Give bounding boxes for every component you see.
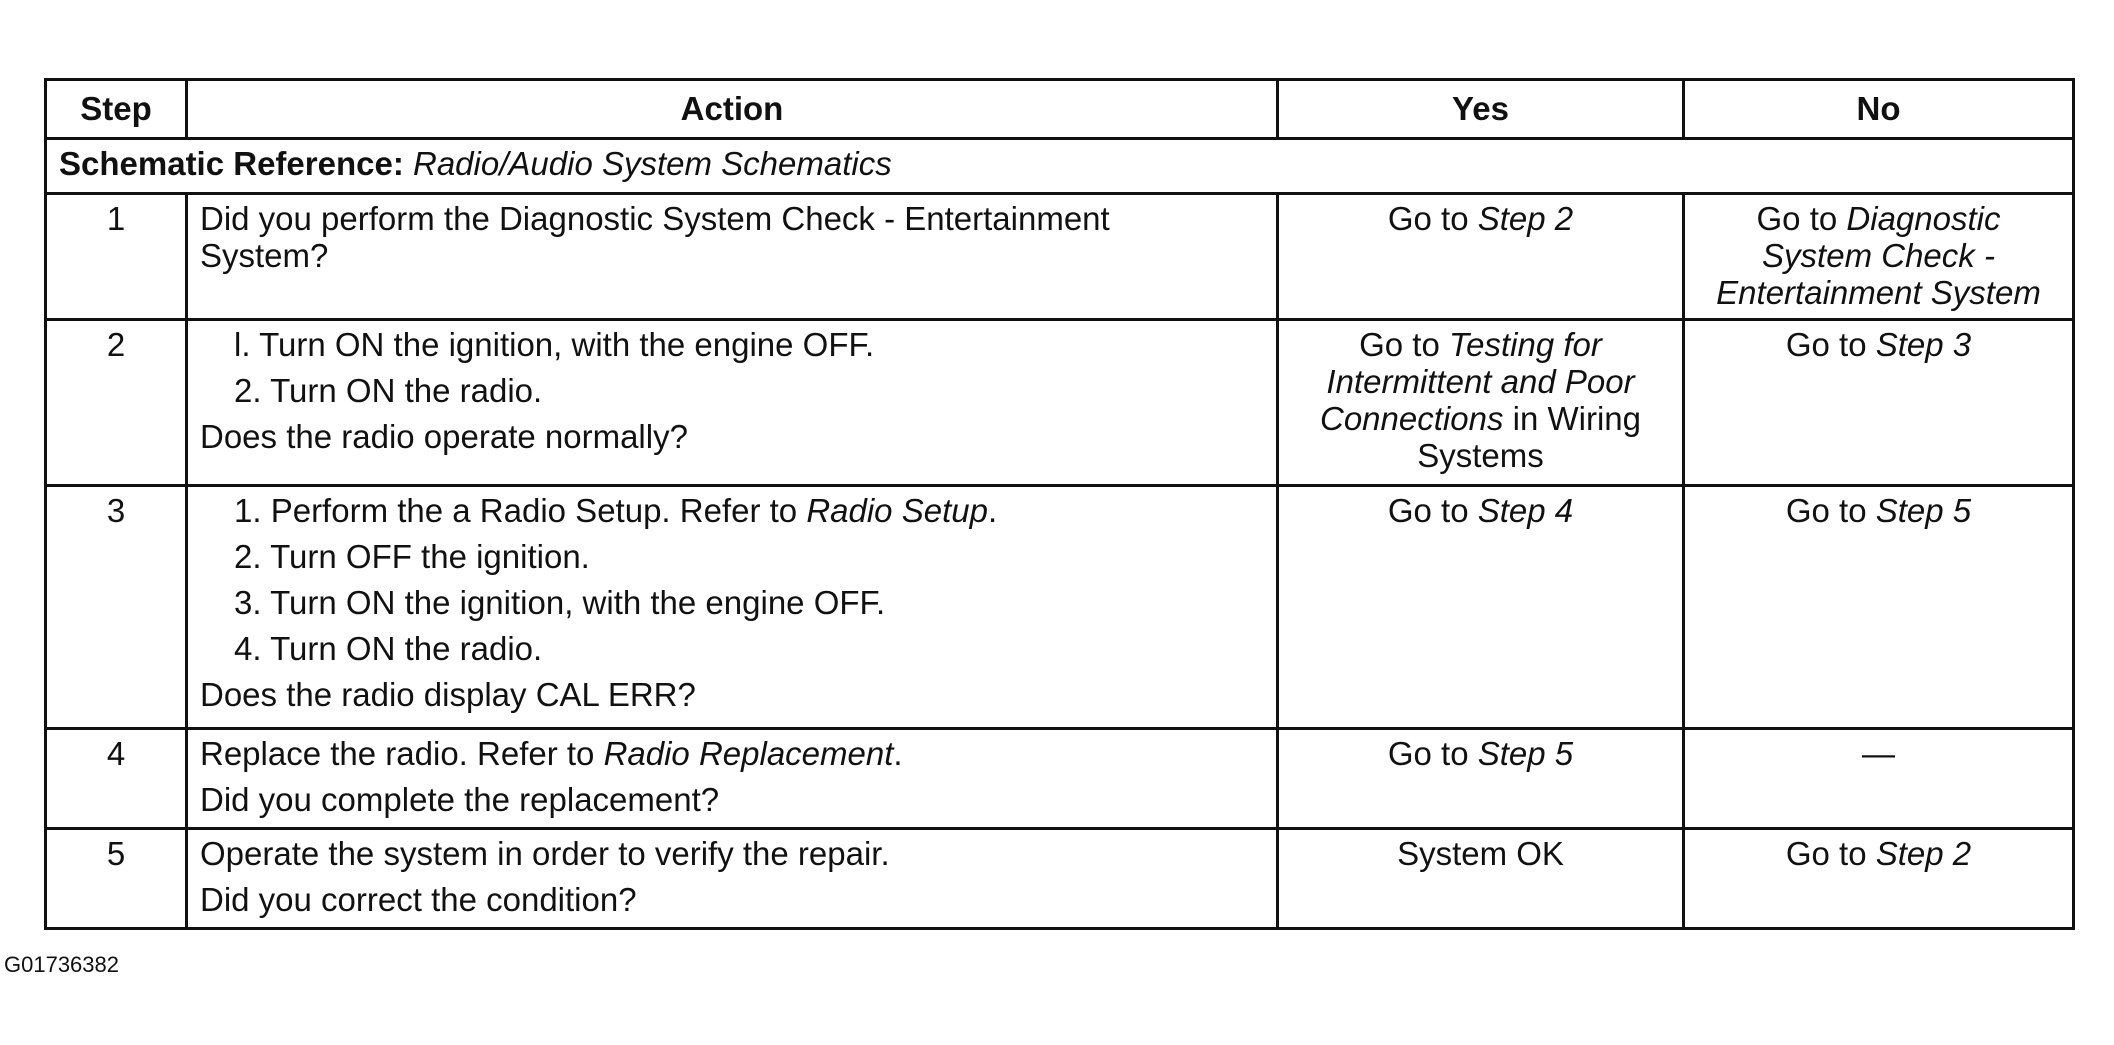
action-line [200, 736, 1264, 773]
item-link[interactable]: Radio Setup [806, 491, 988, 529]
no-prefix: Go to [1756, 200, 1847, 237]
step-number: 1 [46, 194, 187, 320]
action-line-suffix: . [893, 734, 903, 772]
item-text: Turn ON the radio. [270, 629, 543, 667]
yes-cell [1278, 194, 1684, 320]
diagnostic-table [44, 78, 2075, 930]
item-text-prefix: Perform the a Radio Setup. Refer to [270, 491, 807, 529]
item-number: 2. [234, 371, 262, 409]
no-cell [1684, 728, 2074, 828]
item-text: Turn ON the radio. [270, 371, 543, 409]
yes-prefix: Go to [1387, 734, 1478, 772]
no-link[interactable]: Diagnostic System Check - Entertainment System [1716, 200, 2041, 311]
schematic-reference-cell [46, 139, 2074, 194]
item-number: 4. [234, 629, 262, 667]
header-yes: Yes [1278, 80, 1684, 139]
no-cell [1684, 194, 2074, 320]
table-row [46, 485, 2074, 728]
item-number: 2. [234, 537, 262, 575]
yes-cell [1278, 728, 1684, 828]
yes-text: System OK [1397, 834, 1564, 872]
action-question: Does the radio operate normally? [200, 417, 688, 455]
yes-cell [1278, 828, 1684, 928]
yes-prefix: Go to [1387, 491, 1478, 529]
yes-link[interactable]: Step 5 [1477, 734, 1574, 772]
no-prefix: Go to [1785, 491, 1876, 529]
action-cell [187, 828, 1278, 928]
item-text: Turn ON the ignition, with the engine OFF. [259, 325, 875, 363]
step-number: 4 [46, 728, 187, 828]
action-item [200, 585, 1264, 622]
action-question: Does the radio display CAL ERR? [200, 675, 696, 713]
yes-link[interactable]: Testing for Intermittent and Poor Connections [1320, 325, 1635, 437]
yes-prefix: Go to [1359, 325, 1449, 363]
action-cell [187, 194, 1278, 320]
action-item [200, 631, 1264, 668]
action-cell [187, 319, 1278, 485]
no-prefix: Go to [1785, 834, 1876, 872]
header-action: Action [187, 80, 1278, 139]
action-line-prefix: Replace the radio. Refer to [200, 734, 604, 772]
item-text: Turn OFF the ignition. [270, 537, 590, 575]
action-item [200, 373, 1264, 410]
schematic-reference-label: Schematic Reference: [59, 145, 404, 182]
table-row [46, 194, 2074, 320]
table-row [46, 828, 2074, 928]
action-question: Did you perform the Diagnostic System Check - Entertainment System? [200, 200, 1110, 274]
schematic-reference-row [46, 139, 2074, 194]
step-number: 3 [46, 485, 187, 728]
header-step: Step [46, 80, 187, 139]
document-code: G01736382 [4, 952, 119, 977]
no-cell [1684, 828, 2074, 928]
no-prefix: Go to [1785, 325, 1876, 363]
no-cell [1684, 485, 2074, 728]
schematic-reference-link[interactable]: Radio/Audio System Schematics [413, 145, 892, 182]
item-text-suffix: . [987, 491, 998, 529]
header-no: No [1684, 80, 2074, 139]
no-dash: — [1862, 734, 1895, 772]
no-cell [1684, 319, 2074, 485]
item-text: Turn ON the ignition, with the engine OFF. [270, 583, 886, 621]
action-item [200, 327, 1264, 364]
action-item [200, 493, 1264, 530]
yes-link[interactable]: Step 4 [1477, 491, 1574, 529]
item-number: l. [234, 325, 251, 363]
yes-cell [1278, 319, 1684, 485]
action-cell [187, 728, 1278, 828]
no-link[interactable]: Step 2 [1875, 834, 1972, 872]
step-number: 5 [46, 828, 187, 928]
action-question: Did you complete the replacement? [200, 780, 720, 818]
yes-suffix: in Wiring Systems [1417, 399, 1641, 474]
table-header-row [46, 80, 2074, 139]
action-line: Operate the system in order to verify the repair. [200, 834, 890, 872]
action-item [200, 539, 1264, 576]
yes-prefix: Go to [1387, 200, 1478, 237]
step-number: 2 [46, 319, 187, 485]
yes-cell [1278, 485, 1684, 728]
action-question: Did you correct the condition? [200, 880, 637, 918]
no-link[interactable]: Step 3 [1875, 325, 1972, 363]
no-link[interactable]: Step 5 [1875, 491, 1972, 529]
action-link[interactable]: Radio Replacement [603, 734, 894, 772]
table-row [46, 319, 2074, 485]
item-number: 3. [234, 583, 262, 621]
table-row [46, 728, 2074, 828]
yes-link[interactable]: Step 2 [1477, 200, 1574, 237]
action-cell [187, 485, 1278, 728]
item-number: 1. [234, 491, 262, 529]
